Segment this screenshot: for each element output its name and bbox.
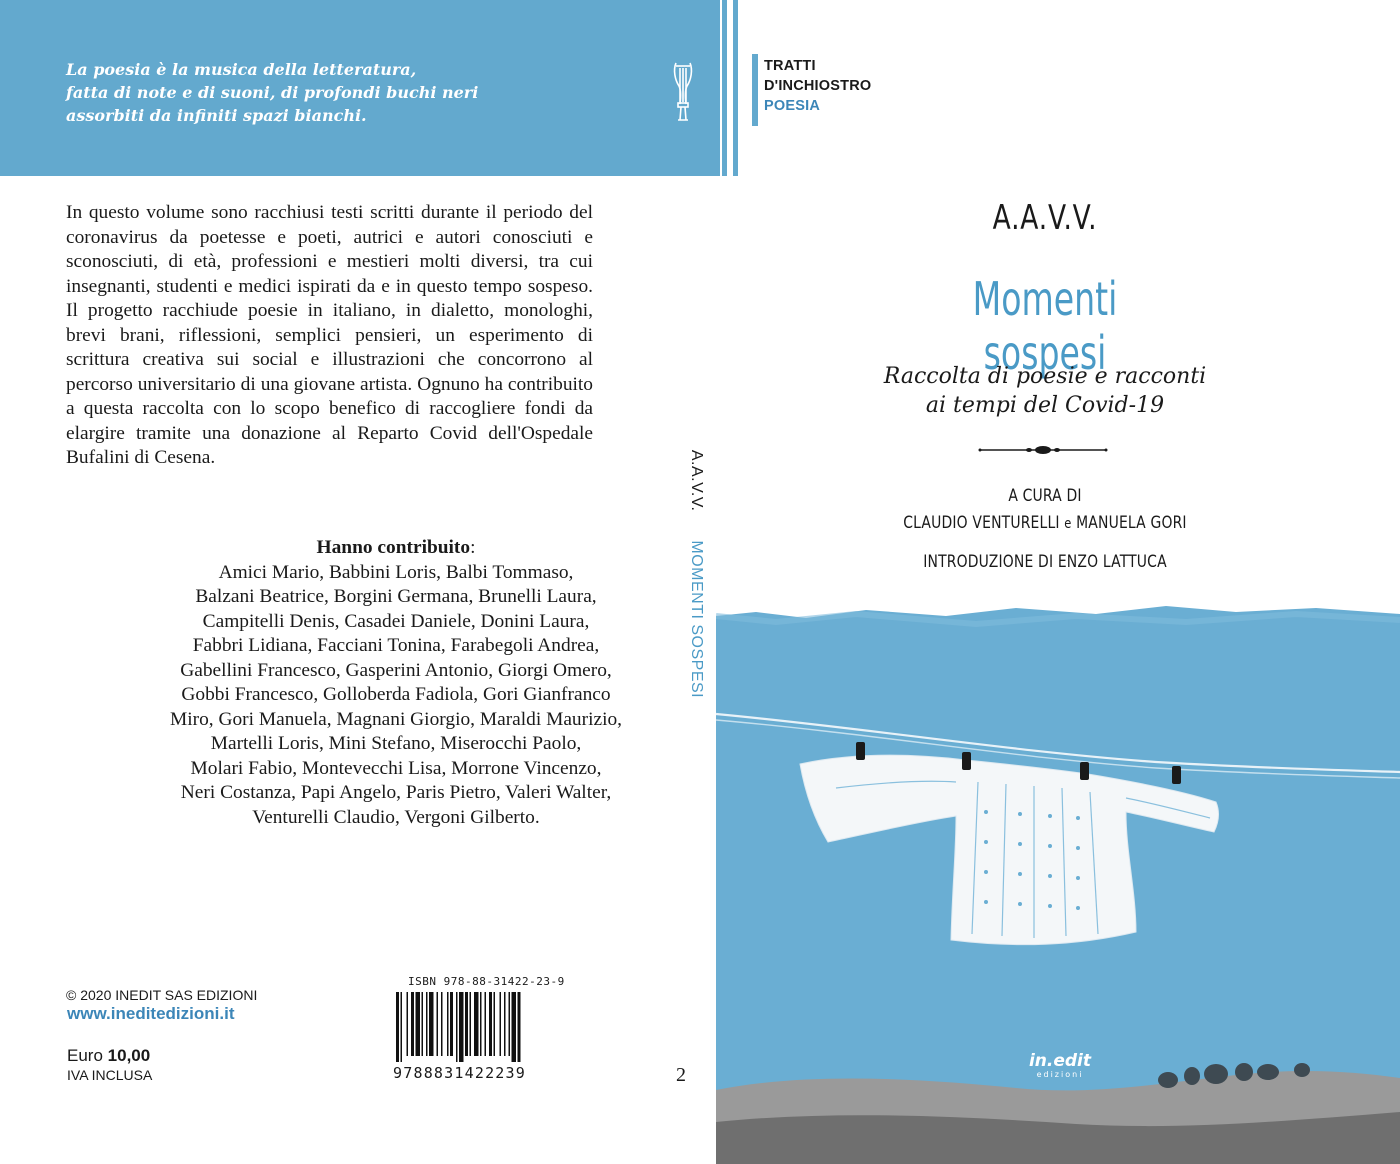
back-cover-quote [66, 58, 626, 127]
barcode-bar [518, 992, 521, 1062]
barcode-bar [416, 992, 421, 1056]
contributors-line: Fabbri Lidiana, Facciani Tonina, Farabegoli Andrea, [192, 635, 600, 656]
editor-name: MANUELA GORI [1076, 513, 1187, 533]
barcode-bar [450, 992, 453, 1056]
barcode-bar [485, 992, 487, 1056]
publisher-logo [1028, 1052, 1092, 1079]
lyre-icon [672, 60, 694, 124]
quote-line: assorbiti da infiniti spazi bianchi. [66, 106, 367, 125]
contributors-line: Martelli Loris, Mini Stefano, Miserocchi Paolo, [210, 733, 582, 754]
publisher-name: in.edit [1028, 1051, 1092, 1071]
contributors-line: Amici Mario, Babbini Loris, Balbi Tommaso, [218, 561, 574, 583]
barcode-bar [441, 992, 443, 1056]
barcode-bar [509, 992, 511, 1056]
contributors-line: Venturelli Claudio, Vergoni Gilberto. [252, 806, 540, 828]
subtitle-line: ai tempi del Covid-19 [925, 393, 1165, 418]
publisher-website-link[interactable]: www.ineditedizioni.it [67, 1004, 235, 1023]
contributors-line: Campitelli Denis, Casadei Daniele, Donini Laura, [202, 610, 590, 632]
back-cover-blurb: In questo volume sono racchiusi testi scritti durante il periodo del coronavirus da poetesse e poeti, autrici e autori conosciuti e sconosciuti, di età, professioni e mestieri molti diversi, tra cui insegnanti, studenti e medici ispirati da e in questo tempo sospeso. Il progetto racchiude poesie in italiano, in dialetto, monologhi, brevi brani, riflessioni, semplici pensieri, un esperimento di scrittura creativa sui social e illustrazioni che concorrono al percorso universitario di una giovane artista. Ognuno ha contribuito a questa raccolta con lo scopo benefico di raccogliere fondi da elargire tramite una donazione al Reparto Covid dell'Ospedale Bufalini di Cesena. [66, 202, 593, 468]
contributors-line: Miro, Gori Manuela, Magnani Giorgio, Maraldi Maurizio, [170, 708, 622, 730]
barcode-bar [465, 992, 468, 1056]
copyright-notice: © 2020 INEDIT SAS EDIZIONI [66, 987, 258, 1003]
barcode-bar [456, 992, 458, 1062]
barcode-bar [474, 992, 479, 1056]
series-label [752, 56, 892, 116]
quote-line: fatta di note e di suoni, di profondi buchi neri [66, 83, 479, 102]
price-label: Euro [67, 1046, 103, 1065]
subtitle-line: Raccolta di poesie e racconti [883, 364, 1207, 389]
series-line: D'INCHIOSTRO [764, 78, 872, 94]
introduction-credit: INTRODUZIONE DI ENZO LATTUCA [923, 552, 1167, 572]
clothesline-sweater-illustration [716, 602, 1400, 1164]
contributors-line: Gabellini Francesco, Gasperini Antonio, Giorgi Omero, [180, 659, 612, 681]
spine-stripes [722, 0, 742, 176]
barcode-bar [459, 992, 464, 1062]
barcode [394, 992, 584, 1062]
barcode-bar [489, 992, 492, 1056]
ornament-divider [978, 443, 1108, 457]
spine-series-number: 2 [676, 1064, 686, 1086]
price [67, 1046, 150, 1066]
spine-title [679, 424, 705, 724]
barcode-bar [422, 992, 424, 1056]
barcode-bar [401, 992, 403, 1062]
contributors-line: Molari Fabio, Montevecchi Lisa, Morrone Vincenzo, [190, 757, 602, 779]
editor-name: CLAUDIO VENTURELLI [903, 513, 1060, 533]
editors [893, 513, 1196, 533]
contributors-heading: Hanno contribuito [316, 537, 471, 558]
barcode-bar [470, 992, 472, 1056]
book-title: Momenti sospesi [972, 272, 1118, 380]
spine-book-title: MOMENTI SOSPESI [688, 540, 705, 699]
barcode-bar [407, 992, 409, 1056]
book-subtitle [850, 362, 1240, 420]
spine-authors: A.A.V.V. [688, 449, 705, 512]
barcode-bar [426, 992, 428, 1056]
price-value: 10,00 [107, 1046, 151, 1065]
barcode-bar [429, 992, 434, 1056]
barcode-bar [480, 992, 482, 1056]
isbn-label: ISBN 978-88-31422-23-9 [408, 975, 565, 988]
barcode-bar [437, 992, 439, 1056]
quote-line: La poesia è la musica della letteratura, [66, 60, 417, 79]
series-line: POESIA [764, 98, 820, 114]
editors-label: A CURA DI [1008, 486, 1082, 506]
barcode-bar [494, 992, 496, 1056]
barcode-bar [447, 992, 449, 1056]
barcode-bar [396, 992, 399, 1062]
series-line: TRATTI [764, 58, 816, 74]
editor-join: e [1064, 516, 1072, 532]
contributors-block: Hanno contribuito: Amici Mario, Babbini Loris, Balbi Tommaso, Balzani Beatrice, Borgini Germana, Brunelli Laura, Campitelli Denis, Casadei Daniele, Donini Laura, Fabbri Lidiana, Facciani Tonina, Farabegoli Andrea, Gabellini Francesco, Gasperini Antonio, Giorgi Omero, Gobbi Francesco, Golloberda Fadiola, Gori Gianfranco Miro, Gori Manuela, Magnani Giorgio, Maraldi Maurizio, Martelli Loris, Mini Stefano, Miserocchi Paolo, Molari Fabio, Montevecchi Lisa, Morrone Vincenzo, Neri Costanza, Papi Angelo, Paris Pietro, Valeri Walter, Venturelli Claudio, Vergoni Gilberto. [66, 536, 726, 830]
vat-note: IVA INCLUSA [67, 1067, 153, 1083]
barcode-bar [411, 992, 414, 1056]
barcode-bar [504, 992, 506, 1056]
contributors-line: Balzani Beatrice, Borgini Germana, Brunelli Laura, [195, 586, 597, 607]
barcode-digits: 9788831422239 [393, 1064, 526, 1082]
cover-authors: A.A.V.V. [992, 198, 1098, 238]
barcode-bar [512, 992, 517, 1062]
contributors-line: Gobbi Francesco, Golloberda Fadiola, Gori Gianfranco [181, 684, 611, 705]
contributors-line: Neri Costanza, Papi Angelo, Paris Pietro, Valeri Walter, [180, 782, 612, 803]
barcode-bar [500, 992, 502, 1056]
publisher-sub: edizioni [1036, 1070, 1084, 1079]
